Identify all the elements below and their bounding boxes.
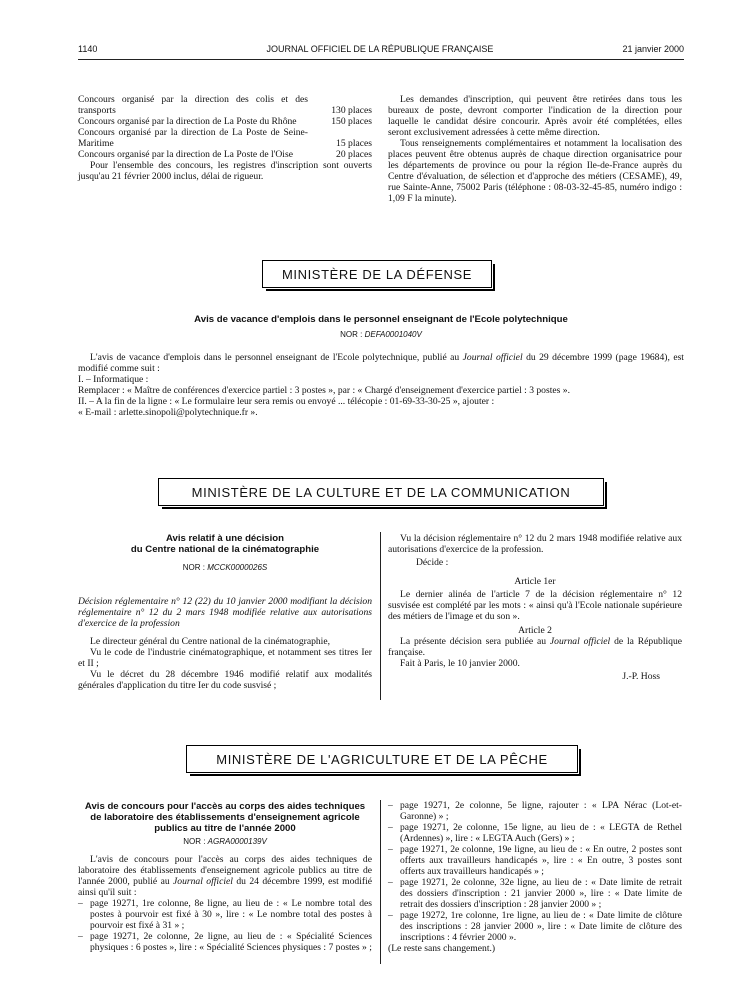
paragraph: L'avis de concours pour l'accès au corps des aides techniques de laboratoire des établissements d'enseignement agricole publics au titre de l'année 2000, publié au Journal officiel du 24 décembre 1999, est modifié ainsi qu'il suit : xyxy=(78,854,372,898)
place-row: Concours organisé par la direction de La Poste de Seine-Maritime 15 places xyxy=(78,127,372,149)
ministry-heading: MINISTÈRE DE LA CULTURE ET DE LA COMMUNICATION xyxy=(158,478,604,506)
article-title: Article 2 xyxy=(518,625,552,636)
column-divider xyxy=(380,800,381,964)
culture-left-column xyxy=(78,596,372,691)
list-item: – page 19271, 2e colonne, 2e ligne, au lieu de : « Spécialité Sciences physiques : 6 postes », lire : « Spécialité Sciences physiques : 7 postes » ; xyxy=(78,931,372,953)
paragraph: Le dernier alinéa de l'article 7 de la décision réglementaire n° 12 susvisée est complété par les mots : « ainsi qu'à l'Ecole nationale supérieure des métiers de l'image et du son ». xyxy=(388,589,682,622)
header-rule xyxy=(78,59,684,60)
paragraph: Remplacer : « Maître de conférences d'exercice partiel : 3 postes », par : « Chargé d'enseignement d'exercice partiel : 3 postes ». xyxy=(78,385,570,396)
place-row: Concours organisé par la direction de La Poste du Rhône 150 places xyxy=(78,116,372,127)
paragraph: Tous renseignements complémentaires et notamment la localisation des places peuvent être obtenus auprès de chaque direction organisatrice pour les départements de province ou pour la région Ile-de-France auprès du Centre d'évaluation, de sélection et d'approche des métiers (CESAME), 49, rue Sainte-Anne, 75002 Paris (téléphone : 08-03-32-45-85, numéro indigo : 1,09 F la minute). xyxy=(388,138,682,204)
nor-reference: NOR : MCCK0000026S xyxy=(182,563,268,572)
paragraph: Vu le décret du 28 décembre 1946 modifié relatif aux modalités générales d'application du titre Ier du code susvisé ; xyxy=(78,669,372,691)
section-title: Avis de vacance d'emplois dans le personnel enseignant de l'Ecole polytechnique xyxy=(194,314,568,325)
journal-title: JOURNAL OFFICIEL DE LA RÉPUBLIQUE FRANÇAISE xyxy=(266,44,494,54)
ministry-heading: MINISTÈRE DE L'AGRICULTURE ET DE LA PÊCHE xyxy=(186,745,578,773)
column-divider xyxy=(380,532,381,700)
registration-deadline: Pour l'ensemble des concours, les registres d'inscription sont ouverts jusqu'au 21 février 2000 inclus, délai de rigueur. xyxy=(78,160,372,182)
article-title: Article 1er xyxy=(514,576,556,587)
list-item: – page 19271, 2e colonne, 19e ligne, au lieu de : « En outre, 2 postes sont offerts aux travailleurs handicapés », lire : « En outre, 3 postes sont offerts aux travailleurs handicapés » ; xyxy=(388,844,682,877)
paragraph: Le directeur général du Centre national de la cinématographie, xyxy=(90,636,330,647)
agriculture-left-column xyxy=(78,854,372,953)
defense-body xyxy=(78,352,684,418)
agriculture-right-column xyxy=(388,800,682,954)
signature: J.-P. Hoss xyxy=(622,671,660,682)
paragraph: Vu la décision réglementaire n° 12 du 2 mars 1948 modifiée relative aux autorisations d'exercice de la profession. xyxy=(388,533,682,555)
top-right-column xyxy=(388,94,682,204)
decide: Décide : xyxy=(416,557,449,568)
top-left-column xyxy=(78,94,372,182)
paragraph: I. – Informatique : xyxy=(78,374,149,385)
decision-title: Décision réglementaire n° 12 (22) du 10 janvier 2000 modifiant la décision réglementaire n° 12 du 2 mars 1948 modifiée relative aux autorisations d'exercice de la profession xyxy=(78,596,372,629)
paragraph: La présente décision sera publiée au Journal officiel de la République française. xyxy=(388,636,682,658)
paragraph: II. – A la fin de la ligne : « Le formulaire leur sera remis ou envoyé ... télécopie : 01-69-33-30-25 », ajouter : xyxy=(78,396,495,407)
paragraph: Les demandes d'inscription, qui peuvent être retirées dans tous les bureaux de poste, devront comporter l'indication de la direction pour laquelle le candidat désire concourir. Après avoir été complétées, elles seront exclusivement adressées à cette même direction. xyxy=(388,94,682,138)
list-item: – page 19271, 2e colonne, 5e ligne, rajouter : « LPA Nérac (Lot-et-Garonne) » ; xyxy=(388,800,682,822)
place-row: Concours organisé par la direction des colis et des transports 130 places xyxy=(78,94,372,116)
section-title: Avis de concours pour l'accès au corps des aides techniques de laboratoire des établissements d'enseignement agricole publics au titre de l'année 2000 xyxy=(84,801,366,834)
paragraph: Fait à Paris, le 10 janvier 2000. xyxy=(400,658,520,669)
paragraph: « E-mail : arlette.sinopoli@polytechnique.fr ». xyxy=(78,407,258,418)
place-row: Concours organisé par la direction de La Poste de l'Oise 20 places xyxy=(78,149,372,160)
paragraph: Vu le code de l'industrie cinématographique, et notamment ses titres Ier et II ; xyxy=(78,647,372,669)
culture-right-column xyxy=(388,533,682,682)
list-item: – page 19271, 1re colonne, 8e ligne, au lieu de : « Le nombre total des postes à pourvoir est fixé à 30 », lire : « Le nombre total des postes à pourvoir est fixé à 31 » ; xyxy=(78,898,372,931)
list-item: – page 19271, 2e colonne, 15e ligne, au lieu de : « LEGTA de Rethel (Ardennes) », lire : « LEGTA Auch (Gers) » ; xyxy=(388,822,682,844)
list-item: – page 19271, 2e colonne, 32e ligne, au lieu de : « Date limite de retrait des dossiers d'inscription : 21 janvier 2000 », lire : « Date limite de retrait des dossiers d'inscription : 28 janvier 2000 » ; xyxy=(388,877,682,910)
paragraph: L'avis de vacance d'emplois dans le personnel enseignant de l'Ecole polytechnique, publié au Journal officiel du 29 décembre 1999 (page 19684), est modifié comme suit : xyxy=(78,352,684,374)
closing-note: (Le reste sans changement.) xyxy=(388,943,496,954)
page-number: 1140 xyxy=(78,44,98,54)
section-title: Avis relatif à une décision du Centre national de la cinématographie xyxy=(130,533,320,555)
nor-reference: NOR : AGRA0000139V xyxy=(183,837,267,846)
ministry-heading: MINISTÈRE DE LA DÉFENSE xyxy=(262,260,492,288)
list-item: – page 19272, 1re colonne, 1re ligne, au lieu de : « Date limite de clôture des inscriptions : 28 janvier 2000 », lire : « Date limite de clôture des inscriptions : 4 février 2000 ». xyxy=(388,910,682,943)
nor-reference: NOR : DEFA0001040V xyxy=(340,330,422,339)
header-date: 21 janvier 2000 xyxy=(622,44,684,54)
